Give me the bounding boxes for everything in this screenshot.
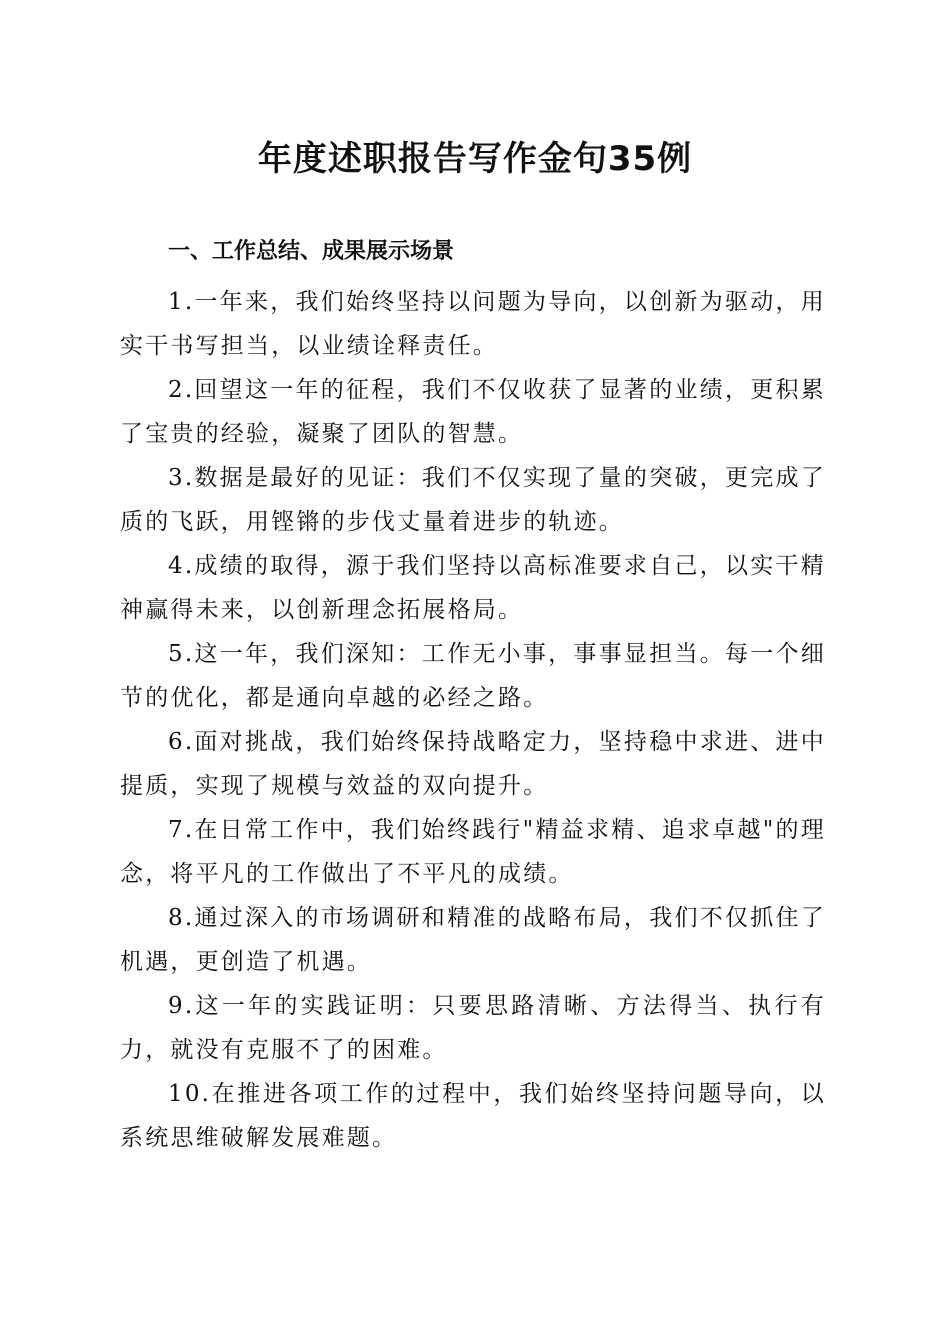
quote-item-7: 7.在日常工作中，我们始终践行"精益求精、追求卓越"的理念，将平凡的工作做出了不平凡的成绩。 [120, 817, 826, 887]
quote-item-4: 4.成绩的取得，源于我们坚持以高标准要求自己，以实干精神赢得未来，以创新理念拓展格局。 [120, 553, 826, 623]
section-heading: 一、工作总结、成果展示场景 [168, 239, 455, 264]
quote-item-8: 8.通过深入的市场调研和精准的战略布局，我们不仅抓住了机遇，更创造了机遇。 [120, 905, 826, 975]
quote-item-6: 6.面对挑战，我们始终保持战略定力，坚持稳中求进、进中提质，实现了规模与效益的双向提升。 [120, 729, 826, 799]
quote-item-5: 5.这一年，我们深知：工作无小事，事事显担当。每一个细节的优化，都是通向卓越的必经之路。 [120, 641, 826, 711]
quote-item-3: 3.数据是最好的见证：我们不仅实现了量的突破，更完成了质的飞跃，用铿锵的步伐丈量着进步的轨迹。 [120, 465, 826, 535]
quote-item-2: 2.回望这一年的征程，我们不仅收获了显著的业绩，更积累了宝贵的经验，凝聚了团队的智慧。 [120, 377, 826, 447]
quote-item-10: 10.在推进各项工作的过程中，我们始终坚持问题导向，以系统思维破解发展难题。 [120, 1081, 826, 1151]
document-title: 年度述职报告写作金句35例 [257, 139, 693, 179]
quote-list [120, 280, 826, 1160]
quote-item-1: 1.一年来，我们始终坚持以问题为导向，以创新为驱动，用实干书写担当，以业绩诠释责任。 [120, 289, 826, 359]
quote-item-9: 9.这一年的实践证明：只要思路清晰、方法得当、执行有力，就没有克服不了的困难。 [120, 993, 826, 1063]
